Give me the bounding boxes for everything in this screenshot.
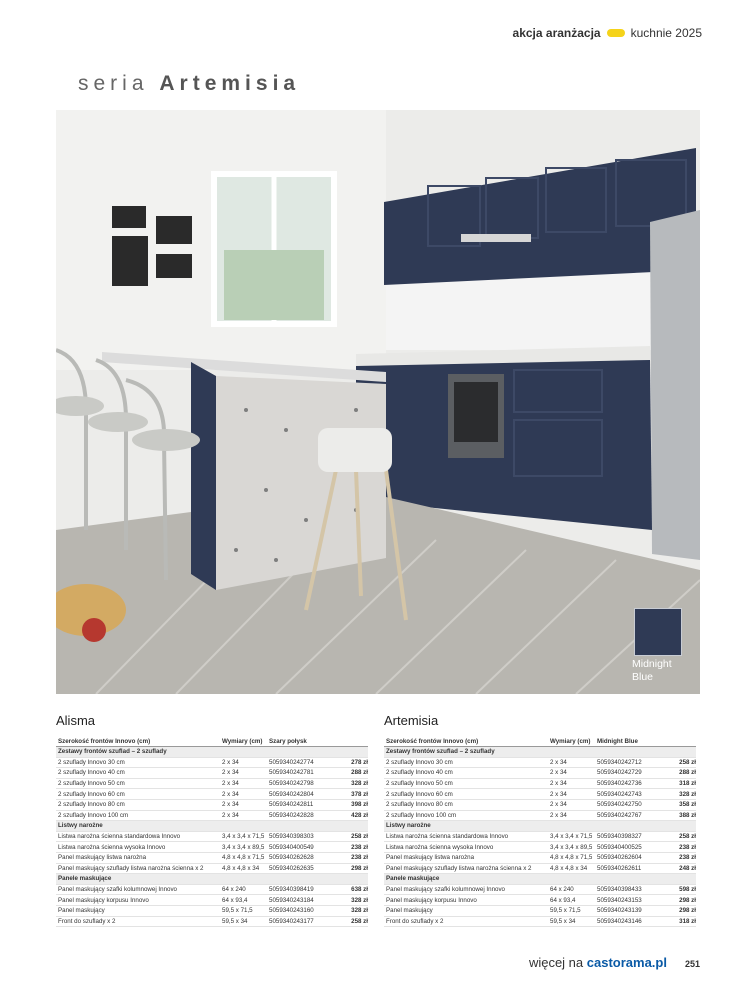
table-row	[384, 864, 696, 875]
kitchen-photo	[56, 110, 700, 694]
cell-c2: 59,5 x 71,5	[222, 907, 253, 915]
cell-c1: 2 szuflady Innovo 50 cm	[386, 780, 453, 788]
cell-c3: 5059340242804	[269, 790, 314, 798]
cell-c3: 5059340398433	[597, 886, 642, 894]
brand-link[interactable]: castorama.pl	[586, 955, 667, 970]
cell-c3: 5059340242811	[269, 801, 314, 809]
cell-c3: 5059340398419	[269, 886, 314, 894]
cell-c4: 328 zł	[351, 896, 368, 904]
table-row	[384, 800, 696, 811]
cell-c1: Panel maskujący	[58, 907, 105, 915]
header-col-2: Wymiary (cm)	[550, 738, 591, 745]
table-row	[384, 885, 696, 896]
cell-c2: 2 x 34	[550, 801, 567, 809]
cell-c2: 3,4 x 3,4 x 89,5	[222, 843, 265, 851]
cell-c1: Listwa narożna ścienna standardowa Innovo	[58, 833, 181, 841]
table-row	[384, 811, 696, 822]
cell-c4: 258 zł	[351, 833, 368, 841]
title-name: Artemisia	[159, 72, 301, 95]
table-row	[384, 768, 696, 779]
cell-c3: 5059340242729	[597, 769, 642, 777]
table-row	[56, 789, 368, 800]
header-col-3: Midnight Blue	[597, 738, 638, 745]
header-label: kuchnie 2025	[630, 26, 702, 40]
cell-c1: Panel maskujący szuflady listwa narożna ścienna x 2	[386, 864, 532, 872]
table-row	[384, 842, 696, 853]
cell-c1: 2 szuflady Innovo 80 cm	[58, 801, 125, 809]
table-row	[384, 917, 696, 928]
cell-c1: Panel maskujący szuflady listwa narożna ścienna x 2	[58, 864, 204, 872]
cell-c1: Panel maskujący	[386, 907, 433, 915]
more-prefix: więcej na	[528, 955, 584, 970]
table-header	[384, 731, 696, 747]
cell-c3: 5059340243146	[597, 917, 642, 925]
cell-c2: 59,5 x 34	[550, 917, 576, 925]
color-swatch	[634, 608, 682, 656]
cell-c1: Panele maskujące	[58, 875, 112, 883]
cell-c3: 5059340243139	[597, 907, 642, 915]
table-row	[384, 779, 696, 790]
table-row	[56, 917, 368, 928]
cell-c4: 238 zł	[351, 854, 368, 862]
cell-c3: 5059340398327	[597, 833, 642, 841]
cell-c1: Listwa narożna ścienna standardowa Innovo	[386, 833, 509, 841]
table-row	[384, 853, 696, 864]
cell-c1: Listwy narożne	[386, 822, 431, 830]
table-row	[384, 789, 696, 800]
table-row	[384, 906, 696, 917]
cell-c1: 2 szuflady Innovo 100 cm	[386, 811, 457, 819]
cell-c4: 428 zł	[351, 811, 368, 819]
cell-c2: 64 x 240	[550, 886, 574, 894]
cell-c4: 328 zł	[351, 780, 368, 788]
cell-c4: 258 zł	[351, 917, 368, 925]
cell-c1: Panel maskujący szafki kolumnowej Innovo	[58, 886, 177, 894]
cell-c3: 5059340242767	[597, 811, 642, 819]
cell-c4: 238 zł	[679, 843, 696, 851]
swatch-label-line1: Midnight	[632, 658, 672, 670]
cell-c2: 2 x 34	[550, 780, 567, 788]
cell-c3: 5059340262604	[597, 854, 642, 862]
header-pill-icon	[607, 29, 625, 37]
cell-c3: 5059340242743	[597, 790, 642, 798]
alisma-title: Alisma	[56, 713, 96, 728]
cell-c1: 2 szuflady Innovo 60 cm	[386, 790, 453, 798]
table-header	[56, 731, 368, 747]
cell-c3: 5059340243160	[269, 907, 314, 915]
cell-c2: 2 x 34	[222, 780, 239, 788]
header-col-1: Szerokość frontów Innovo (cm)	[58, 738, 151, 745]
cell-c2: 4,8 x 4,8 x 71,5	[550, 854, 593, 862]
alisma-table	[56, 713, 368, 927]
table-row	[56, 779, 368, 790]
cell-c4: 328 zł	[351, 907, 368, 915]
table-row	[56, 853, 368, 864]
cell-c4: 358 zł	[679, 801, 696, 809]
table-row	[56, 811, 368, 822]
cell-c4: 298 zł	[351, 864, 368, 872]
cell-c2: 64 x 93,4	[222, 896, 248, 904]
cell-c2: 2 x 34	[550, 758, 567, 766]
cell-c1: 2 szuflady Innovo 40 cm	[386, 769, 453, 777]
artemisia-title: Artemisia	[384, 713, 439, 728]
cell-c3: 5059340243177	[269, 917, 314, 925]
cell-c4: 378 zł	[351, 790, 368, 798]
table-row	[384, 832, 696, 843]
header-tag	[513, 26, 702, 40]
table-row	[56, 895, 368, 906]
cell-c3: 5059340242774	[269, 758, 314, 766]
cell-c3: 5059340242781	[269, 769, 314, 777]
cell-c4: 318 zł	[679, 780, 696, 788]
cell-c1: Listwy narożne	[58, 822, 103, 830]
cell-c3: 5059340242712	[597, 758, 642, 766]
cell-c4: 278 zł	[351, 758, 368, 766]
cell-c2: 59,5 x 71,5	[550, 907, 581, 915]
cell-c4: 238 zł	[679, 854, 696, 862]
footer	[529, 955, 700, 970]
cell-c1: 2 szuflady Innovo 100 cm	[58, 811, 129, 819]
cell-c4: 288 zł	[351, 769, 368, 777]
cell-c3: 5059340242736	[597, 780, 642, 788]
cell-c2: 64 x 240	[222, 886, 246, 894]
cell-c3: 5059340242750	[597, 801, 642, 809]
table-row	[56, 864, 368, 875]
cell-c2: 3,4 x 3,4 x 71,5	[222, 833, 265, 841]
section-row	[56, 821, 368, 832]
more-link[interactable]	[529, 955, 667, 970]
cell-c3: 5059340242798	[269, 780, 314, 788]
kitchen-illustration	[56, 110, 700, 694]
cell-c1: Listwa narożna ścienna wysoka Innovo	[386, 843, 494, 851]
cell-c4: 328 zł	[679, 790, 696, 798]
cell-c4: 288 zł	[679, 769, 696, 777]
cell-c3: 5059340262611	[597, 864, 642, 872]
table-row	[56, 768, 368, 779]
table-row	[384, 758, 696, 769]
cell-c2: 4,8 x 4,8 x 34	[550, 864, 588, 872]
cell-c3: 5059340400549	[269, 843, 314, 851]
title-prefix: seria	[78, 72, 149, 95]
cell-c4: 258 zł	[679, 833, 696, 841]
swatch-label-line2: Blue	[632, 671, 654, 683]
cell-c1: Panel maskujący korpusu Innovo	[58, 896, 149, 904]
table-row	[56, 832, 368, 843]
cell-c2: 4,8 x 4,8 x 34	[222, 864, 260, 872]
cell-c2: 64 x 93,4	[550, 896, 576, 904]
cell-c3: 5059340262635	[269, 864, 314, 872]
cell-c1: Front do szuflady x 2	[386, 917, 444, 925]
cell-c2: 4,8 x 4,8 x 71,5	[222, 854, 265, 862]
table-row	[56, 842, 368, 853]
cell-c1: Panele maskujące	[386, 875, 440, 883]
page-title	[78, 72, 300, 96]
cell-c1: Listwa narożna ścienna wysoka Innovo	[58, 843, 166, 851]
cell-c4: 238 zł	[351, 843, 368, 851]
cell-c1: 2 szuflady Innovo 40 cm	[58, 769, 125, 777]
table-row	[56, 758, 368, 769]
section-row	[384, 821, 696, 832]
cell-c2: 2 x 34	[222, 801, 239, 809]
cell-c2: 2 x 34	[550, 769, 567, 777]
cell-c1: Panel maskujący listwa narożna	[58, 854, 147, 862]
header-col-1: Szerokość frontów Innovo (cm)	[386, 738, 479, 745]
section-row	[384, 747, 696, 758]
cell-c1: 2 szuflady Innovo 50 cm	[58, 780, 125, 788]
cell-c1: Panel maskujący listwa narożna	[386, 854, 475, 862]
cell-c1: 2 szuflady Innovo 60 cm	[58, 790, 125, 798]
cell-c2: 2 x 34	[222, 769, 239, 777]
cell-c3: 5059340398303	[269, 833, 314, 841]
cell-c4: 248 zł	[679, 864, 696, 872]
cell-c2: 3,4 x 3,4 x 89,5	[550, 843, 593, 851]
table-row	[56, 885, 368, 896]
table-row	[56, 906, 368, 917]
table-row	[384, 895, 696, 906]
cell-c1: Panel maskujący korpusu Innovo	[386, 896, 477, 904]
cell-c3: 5059340242828	[269, 811, 314, 819]
cell-c4: 318 zł	[679, 917, 696, 925]
header-col-2: Wymiary (cm)	[222, 738, 263, 745]
cell-c4: 638 zł	[351, 886, 368, 894]
table-row	[56, 800, 368, 811]
cell-c4: 398 zł	[351, 801, 368, 809]
cell-c2: 2 x 34	[222, 758, 239, 766]
cell-c4: 598 zł	[679, 886, 696, 894]
header-label-bold: akcja aranżacja	[512, 26, 601, 40]
cell-c1: 2 szuflady Innovo 80 cm	[386, 801, 453, 809]
swatch-label	[632, 658, 672, 684]
cell-c3: 5059340262628	[269, 854, 314, 862]
cell-c1: Front do szuflady x 2	[58, 917, 116, 925]
header-col-3: Szary połysk	[269, 738, 307, 745]
section-row	[56, 874, 368, 885]
section-row	[56, 747, 368, 758]
cell-c3: 5059340400525	[597, 843, 642, 851]
page-number: 251	[684, 959, 700, 969]
cell-c1: Zestawy frontów szuflad – 2 szuflady	[58, 748, 167, 756]
cell-c2: 2 x 34	[550, 790, 567, 798]
cell-c4: 298 zł	[679, 907, 696, 915]
cell-c2: 3,4 x 3,4 x 71,5	[550, 833, 593, 841]
cell-c2: 59,5 x 34	[222, 917, 248, 925]
cell-c3: 5059340243184	[269, 896, 314, 904]
cell-c1: 2 szuflady Innovo 30 cm	[58, 758, 125, 766]
cell-c4: 388 zł	[679, 811, 696, 819]
cell-c2: 2 x 34	[550, 811, 567, 819]
section-row	[384, 874, 696, 885]
cell-c1: Panel maskujący szafki kolumnowej Innovo	[386, 886, 505, 894]
cell-c2: 2 x 34	[222, 811, 239, 819]
cell-c2: 2 x 34	[222, 790, 239, 798]
cell-c3: 5059340243153	[597, 896, 642, 904]
cell-c1: 2 szuflady Innovo 30 cm	[386, 758, 453, 766]
cell-c4: 298 zł	[679, 896, 696, 904]
cell-c1: Zestawy frontów szuflad – 2 szuflady	[386, 748, 495, 756]
cell-c4: 258 zł	[679, 758, 696, 766]
artemisia-table	[384, 713, 696, 927]
